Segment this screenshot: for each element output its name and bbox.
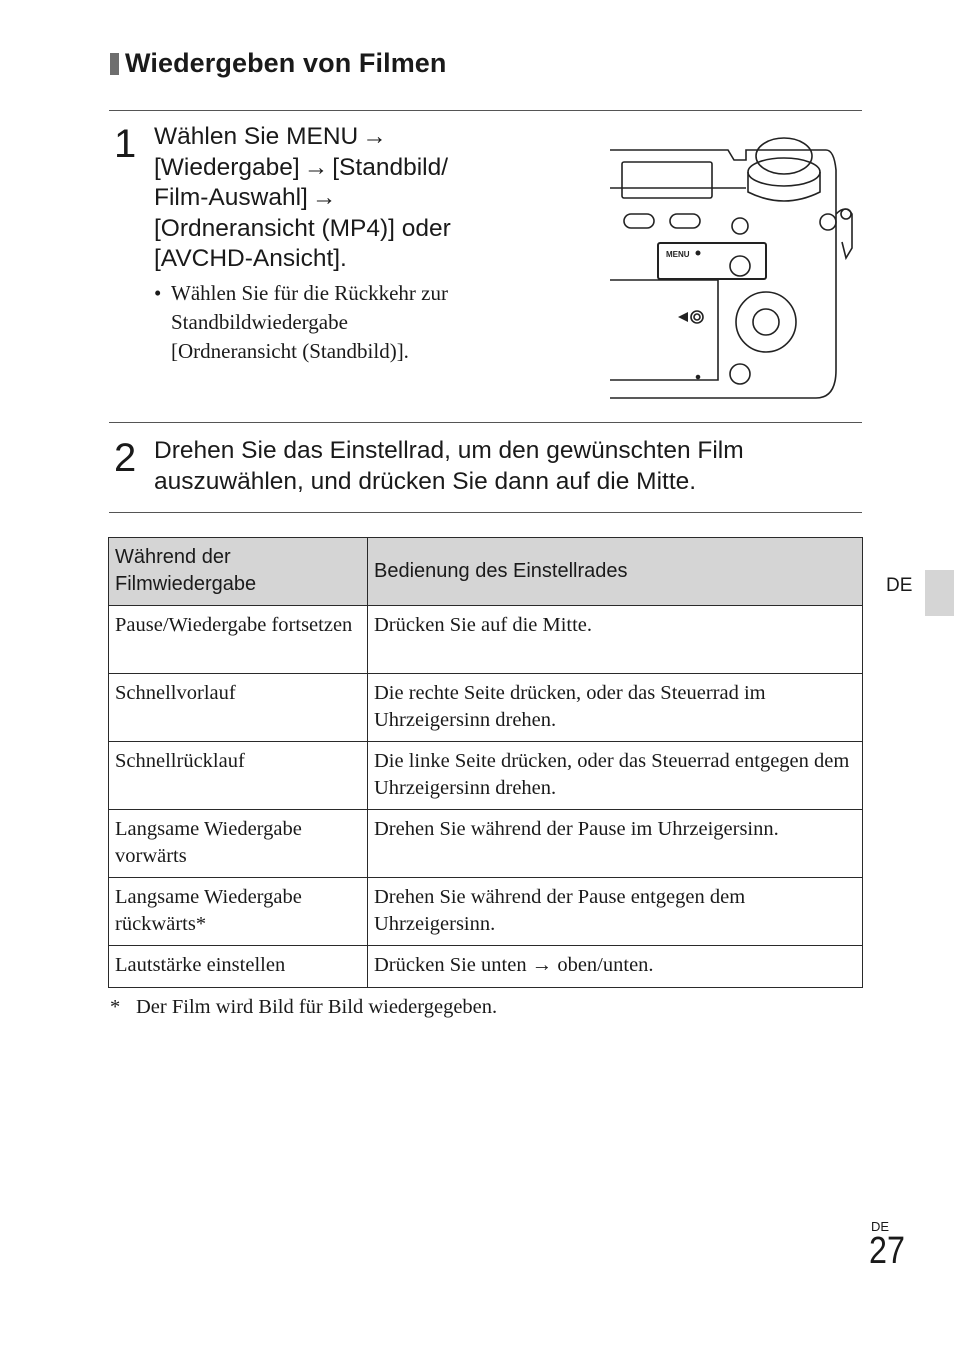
table-row bbox=[109, 674, 863, 742]
step-1-line: [Wiedergabe] → [Standbild/ bbox=[154, 153, 449, 181]
camera-illustration bbox=[606, 130, 862, 402]
note-bullet: • bbox=[154, 281, 162, 305]
operation-cell: Drehen Sie während der Pause im Uhrzeigersinn. bbox=[368, 810, 863, 878]
step-1-note bbox=[154, 279, 514, 366]
section-heading bbox=[110, 48, 447, 79]
operation-cell: Drücken Sie unten → oben/unten. bbox=[368, 946, 863, 988]
note-line: Wählen Sie für die Rückkehr zur bbox=[171, 281, 448, 305]
footnote bbox=[110, 996, 497, 1019]
operation-cell: Drücken Sie auf die Mitte. bbox=[368, 606, 863, 674]
step-1-number: 1 bbox=[114, 122, 137, 166]
step-1-line: [AVCHD-Ansicht]. bbox=[154, 245, 347, 272]
camera-menu-label: MENU bbox=[666, 250, 690, 259]
step-2-instruction bbox=[154, 435, 854, 497]
language-tab-label: DE bbox=[886, 575, 913, 596]
table-row bbox=[109, 742, 863, 810]
arrow-icon: → bbox=[531, 954, 553, 976]
playback-operations-table bbox=[108, 537, 863, 988]
language-tab bbox=[925, 570, 954, 616]
step-1-line: Wählen Sie MENU → bbox=[154, 123, 387, 150]
operation-cell: Die rechte Seite drücken, oder das Steuerrad im Uhrzeigersinn drehen. bbox=[368, 674, 863, 742]
divider-mid bbox=[109, 422, 862, 423]
action-cell: Lautstärke einstellen bbox=[109, 946, 368, 988]
action-cell: Schnellvorlauf bbox=[109, 674, 368, 742]
table-row bbox=[109, 810, 863, 878]
divider-bottom bbox=[109, 512, 862, 513]
header-during-playback: Während der Filmwiedergabe bbox=[109, 538, 368, 606]
divider-top bbox=[109, 110, 862, 111]
section-title: Wiedergeben von Filmen bbox=[125, 48, 447, 78]
step-2-line: Drehen Sie das Einstellrad, um den gewünschten Film bbox=[154, 437, 744, 464]
page-language: DE bbox=[871, 1219, 890, 1234]
table-row bbox=[109, 878, 863, 946]
operation-cell: Die linke Seite drücken, oder das Steuerrad entgegen dem Uhrzeigersinn drehen. bbox=[368, 742, 863, 810]
operation-cell: Drehen Sie während der Pause entgegen dem Uhrzeigersinn. bbox=[368, 878, 863, 946]
note-line: Standbildwiedergabe bbox=[171, 310, 348, 334]
page-number: 27 bbox=[869, 1230, 905, 1272]
footnote-text: Der Film wird Bild für Bild wiedergegeben. bbox=[136, 996, 498, 1018]
action-cell: Pause/Wiedergabe fortsetzen bbox=[109, 606, 368, 674]
section-marker bbox=[110, 53, 119, 75]
step-1-line: Film-Auswahl] → bbox=[154, 184, 337, 211]
table-header-row bbox=[109, 538, 863, 606]
step-1-instruction bbox=[154, 122, 514, 275]
table-row bbox=[109, 946, 863, 988]
table-row bbox=[109, 606, 863, 674]
action-cell: Schnellrücklauf bbox=[109, 742, 368, 810]
footnote-mark: * bbox=[110, 996, 121, 1018]
note-line: [Ordneransicht (Standbild)]. bbox=[171, 339, 409, 363]
step-1-line: [Ordneransicht (MP4)] oder bbox=[154, 214, 451, 242]
play-icon bbox=[678, 312, 688, 322]
action-cell: Langsame Wiedergabe rückwärts* bbox=[109, 878, 368, 946]
step-2-line: auszuwählen, und drücken Sie dann auf die Mitte. bbox=[154, 468, 697, 495]
header-dial-operation: Bedienung des Einstellrades bbox=[368, 538, 863, 606]
step-2-number: 2 bbox=[114, 436, 137, 480]
action-cell: Langsame Wiedergabe vorwärts bbox=[109, 810, 368, 878]
